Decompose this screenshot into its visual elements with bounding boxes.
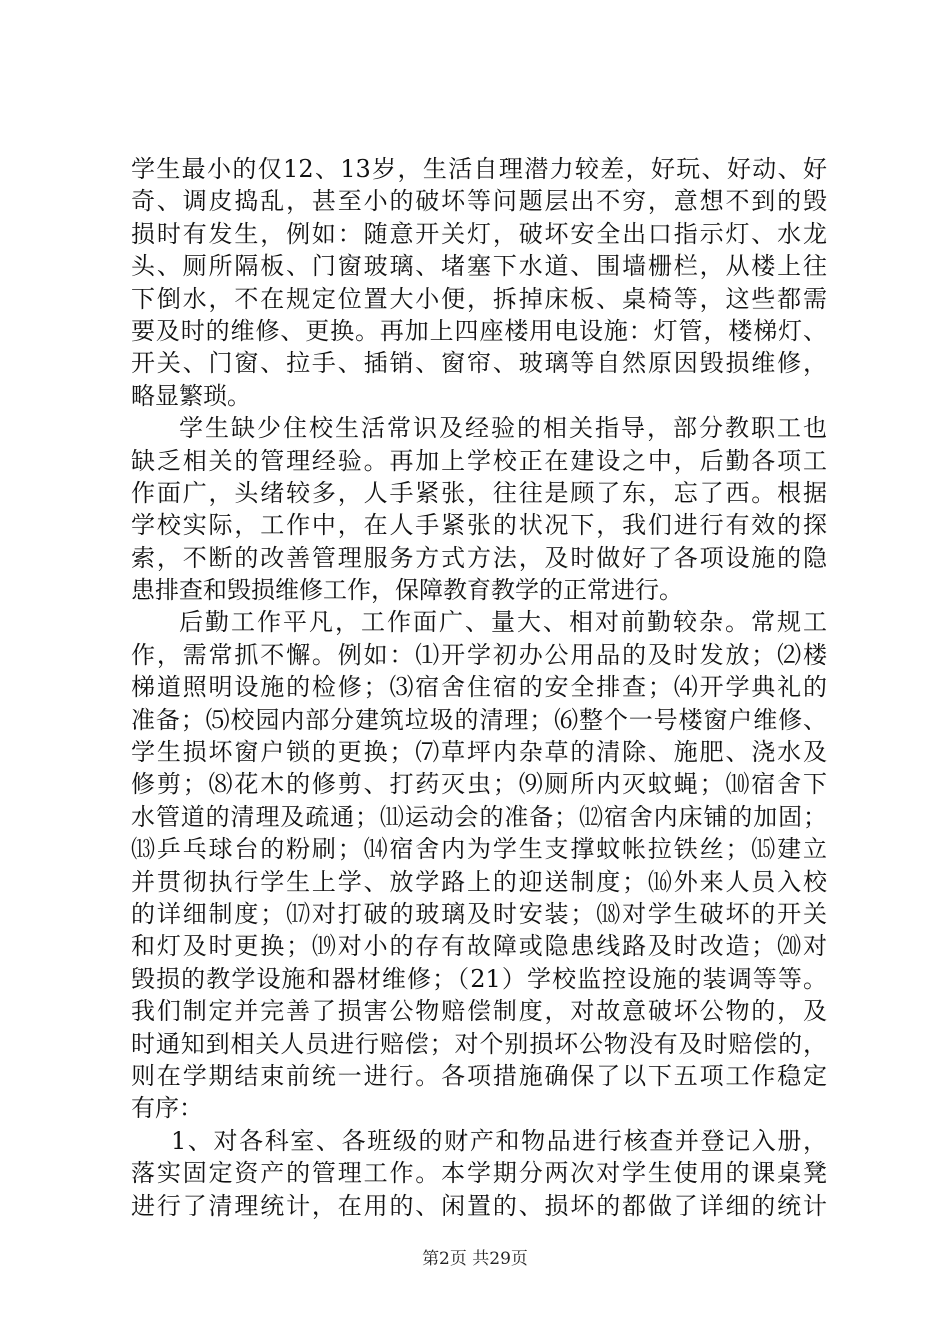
page-number-footer: 第2页 共29页 [422,1249,528,1269]
text-line: 进行了清理统计，在用的、闲置的、损坏的都做了详细的统计 [131,1191,827,1220]
text-line: 作，需常抓不懈。例如：⑴开学初办公用品的及时发放；⑵楼 [131,640,827,669]
text-line: 的详细制度；⒄对打破的玻璃及时安装；⒅对学生破坏的开关 [131,899,827,928]
text-line: 学生损坏窗户锁的更换；⑺草坪内杂草的清除、施肥、浇水及 [131,738,827,767]
text-line: 学生缺少住校生活常识及经验的相关指导，部分教职工也 [179,414,827,443]
text-line: 损时有发生，例如：随意开关灯，破坏安全出口指示灯、水龙 [131,219,827,248]
text-line: 准备；⑸校园内部分建筑垃圾的清理；⑹整个一号楼窗户维修、 [131,705,827,734]
text-line: 作面广，头绪较多，人手紧张，往往是顾了东，忘了西。根据 [131,478,827,507]
text-line: 头、厕所隔板、门窗玻璃、堵塞下水道、围墙栅栏，从楼上往 [131,252,827,281]
paragraph-3 [131,606,827,1124]
text-line: 1、对各科室、各班级的财产和物品进行核查并登记入册， [171,1126,827,1155]
text-line: 水管道的清理及疏通；⑾运动会的准备；⑿宿舍内床铺的加固； [131,802,827,831]
paragraph-2 [131,412,827,606]
text-line: 落实固定资产的管理工作。本学期分两次对学生使用的课桌凳 [131,1159,827,1188]
document-body [131,153,827,1222]
text-line: 毁损的教学设施和器材维修；（21）学校监控设施的装调等等。 [131,964,827,993]
text-line: 下倒水，不在规定位置大小便，拆掉床板、桌椅等，这些都需 [131,284,827,313]
text-line: 修剪；⑻花木的修剪、打药灭虫；⑼厕所内灭蚊蝇；⑽宿舍下 [131,770,827,799]
text-line: ⒀乒乓球台的粉刷；⒁宿舍内为学生支撑蚊帐拉铁丝；⒂建立 [131,835,827,864]
text-line: 并贯彻执行学生上学、放学路上的迎送制度；⒃外来人员入校 [131,867,827,896]
text-line: 有序： [131,1094,203,1123]
text-line: 则在学期结束前统一进行。各项措施确保了以下五项工作稳定 [131,1061,827,1090]
paragraph-1 [131,153,827,412]
text-line: 和灯及时更换；⒆对小的存有故障或隐患线路及时改造；⒇对 [131,932,827,961]
text-line: 开关、门窗、拉手、插销、窗帘、玻璃等自然原因毁损维修， [131,349,827,378]
text-line: 我们制定并完善了损害公物赔偿制度，对故意破坏公物的，及 [131,997,827,1026]
text-line: 要及时的维修、更换。再加上四座楼用电设施：灯管，楼梯灯、 [131,316,827,345]
text-line: 后勤工作平凡，工作面广、量大、相对前勤较杂。常规工 [179,608,827,637]
text-line: 梯道照明设施的检修；⑶宿舍住宿的安全排查；⑷开学典礼的 [131,673,827,702]
text-line: 时通知到相关人员进行赔偿；对个别损坏公物没有及时赔偿的， [131,1029,827,1058]
text-line: 患排查和毁损维修工作，保障教育教学的正常进行。 [131,576,683,605]
text-line: 略显繁琐。 [131,381,251,410]
paragraph-4 [131,1125,827,1222]
text-line: 缺乏相关的管理经验。再加上学校正在建设之中，后勤各项工 [131,446,827,475]
text-line: 学生最小的仅12、13岁，生活自理潜力较差，好玩、好动、好 [131,155,827,183]
text-line: 奇、调皮捣乱，甚至小的破坏等问题层出不穷，意想不到的毁 [131,187,827,216]
text-line: 学校实际，工作中，在人手紧张的状况下，我们进行有效的探 [131,511,827,540]
text-line: 索，不断的改善管理服务方式方法，及时做好了各项设施的隐 [131,543,827,572]
